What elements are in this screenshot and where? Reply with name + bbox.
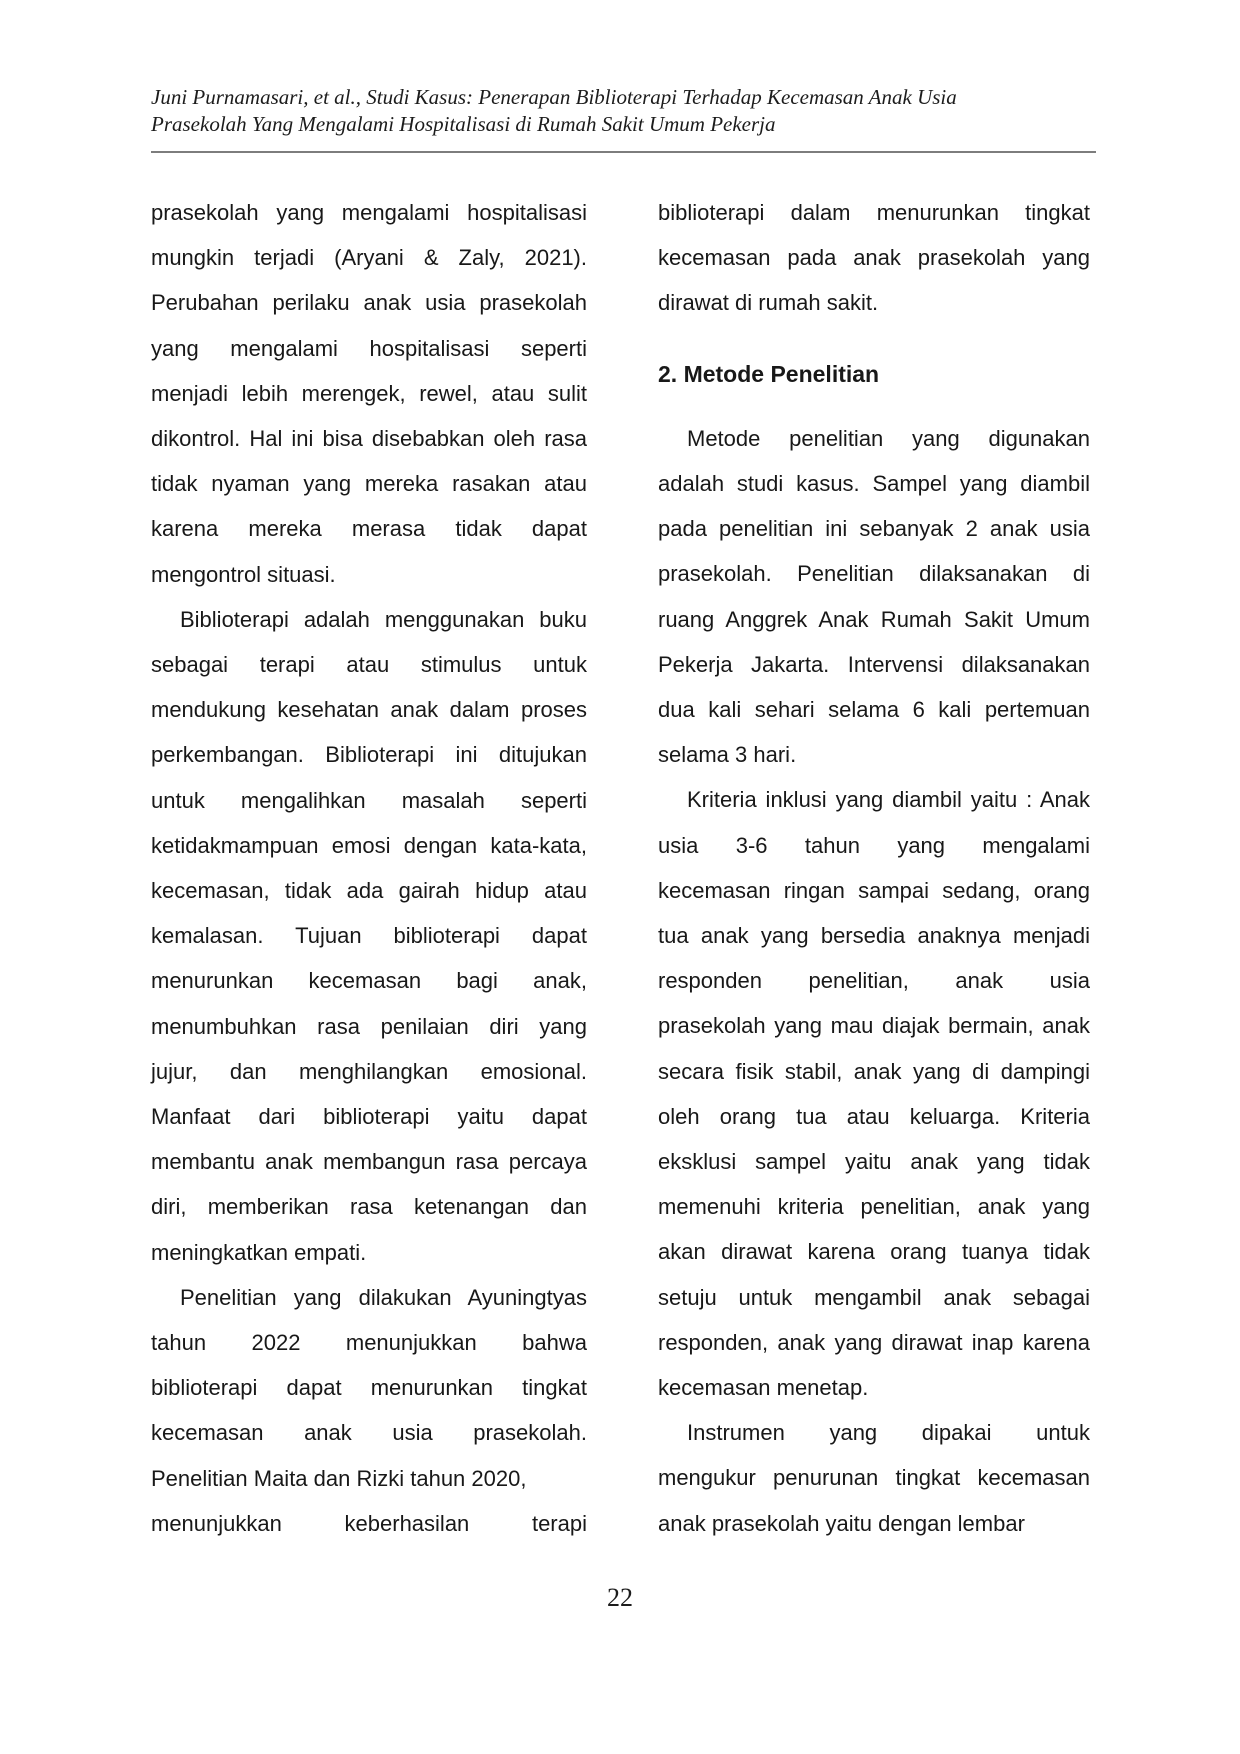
- body-text-line: membantu anak membangun rasa percaya: [151, 1149, 587, 1175]
- text-column-left: [151, 190, 587, 1546]
- body-text-line: ruang Anggrek Anak Rumah Sakit Umum: [658, 606, 1090, 632]
- body-text-line: prasekolah yang mengalami hospitalisasi: [151, 200, 587, 225]
- body-text-line: perkembangan. Biblioterapi ini ditujukan: [151, 742, 587, 768]
- body-text-line: usia 3-6 tahun yang mengalami: [658, 832, 1090, 858]
- body-text-line: tua anak yang bersedia anaknya menjadi: [658, 923, 1090, 949]
- page-number: 22: [607, 1583, 633, 1612]
- body-text-line: menunjukkan keberhasilan terapi: [151, 1510, 587, 1536]
- body-text-line: Perubahan perilaku anak usia prasekolah: [151, 290, 587, 316]
- body-text-line: pada penelitian ini sebanyak 2 anak usia: [658, 516, 1090, 542]
- body-text-line: selama 3 hari.: [658, 742, 797, 768]
- body-text-line: kecemasan, tidak ada gairah hidup atau: [151, 878, 587, 904]
- body-text-line: Metode penelitian yang digunakan: [687, 425, 1090, 451]
- body-text-line: Kriteria inklusi yang diambil yaitu : Anak: [687, 787, 1090, 813]
- body-text-line: dikontrol. Hal ini bisa disebabkan oleh rasa: [151, 426, 587, 452]
- text-column-right: [658, 190, 1090, 1546]
- section-heading: 2. Metode Penelitian: [658, 360, 880, 387]
- body-text-line: mengukur penurunan tingkat kecemasan: [658, 1465, 1090, 1491]
- body-text-line: karena mereka merasa tidak dapat: [151, 516, 587, 542]
- body-text-line: jujur, dan menghilangkan emosional.: [151, 1058, 587, 1084]
- body-text-line: dirawat di rumah sakit.: [658, 290, 879, 316]
- body-text-line: kecemasan menetap.: [658, 1375, 869, 1401]
- body-text-line: akan dirawat karena orang tuanya tidak: [658, 1239, 1090, 1265]
- body-text-line: menumbuhkan rasa penilaian diri yang: [151, 1013, 587, 1039]
- body-text-line: Manfaat dari biblioterapi yaitu dapat: [151, 1104, 587, 1130]
- body-text-line: eksklusi sampel yaitu anak yang tidak: [658, 1149, 1090, 1175]
- body-text-line: responden penelitian, anak usia: [658, 968, 1090, 994]
- body-text-line: Pekerja Jakarta. Intervensi dilaksanakan: [658, 651, 1090, 677]
- body-text-line: biblioterapi dapat menurunkan tingkat: [151, 1375, 587, 1401]
- body-text-line: tidak nyaman yang mereka rasakan atau: [151, 471, 587, 497]
- body-text-line: anak prasekolah yaitu dengan lembar: [658, 1510, 1025, 1536]
- body-text-line: yang mengalami hospitalisasi seperti: [151, 335, 587, 361]
- body-text-line: kemalasan. Tujuan biblioterapi dapat: [151, 923, 587, 949]
- body-text-line: untuk mengalihkan masalah seperti: [151, 787, 587, 813]
- body-text-line: menjadi lebih merengek, rewel, atau sulit: [151, 380, 587, 406]
- body-text-line: Penelitian Maita dan Rizki tahun 2020,: [151, 1465, 527, 1491]
- body-text-line: setuju untuk mengambil anak sebagai: [658, 1284, 1090, 1310]
- body-text-line: mungkin terjadi (Aryani & Zaly, 2021).: [151, 245, 587, 271]
- body-text-line: secara fisik stabil, anak yang di dampingi: [658, 1058, 1090, 1084]
- body-text-line: kecemasan pada anak prasekolah yang: [658, 245, 1090, 271]
- body-text-line: prasekolah. Penelitian dilaksanakan di: [658, 561, 1090, 587]
- body-text-line: Biblioterapi adalah menggunakan buku: [180, 606, 587, 632]
- body-text-line: kecemasan ringan sampai sedang, orang: [658, 877, 1090, 903]
- body-text-line: sebagai terapi atau stimulus untuk: [151, 652, 587, 678]
- running-head-line-1: Juni Purnamasari, et al., Studi Kasus: Penerapan Biblioterapi Terhadap Kecemasan Anak Usia: [151, 85, 957, 109]
- body-text-line: responden, anak yang dirawat inap karena: [658, 1329, 1090, 1355]
- running-head: [151, 84, 1096, 138]
- body-text-line: diri, memberikan rasa ketenangan dan: [151, 1194, 587, 1220]
- body-text-line: prasekolah yang mau diajak bermain, anak: [658, 1013, 1090, 1039]
- body-text-line: menurunkan kecemasan bagi anak,: [151, 968, 587, 994]
- body-text-line: meningkatkan empati.: [151, 1239, 367, 1265]
- body-text-line: ketidakmampuan emosi dengan kata-kata,: [151, 832, 587, 858]
- body-text-line: mengontrol situasi.: [151, 561, 336, 587]
- header-rule: [151, 151, 1096, 153]
- body-text-line: Penelitian yang dilakukan Ayuningtyas: [180, 1284, 587, 1310]
- body-text-line: adalah studi kasus. Sampel yang diambil: [658, 471, 1090, 497]
- body-text-line: kecemasan anak usia prasekolah.: [151, 1420, 587, 1446]
- running-head-line-2: Prasekolah Yang Mengalami Hospitalisasi di Rumah Sakit Umum Pekerja: [151, 112, 776, 136]
- body-text-line: Instrumen yang dipakai untuk: [687, 1420, 1090, 1446]
- body-text-line: mendukung kesehatan anak dalam proses: [151, 697, 587, 723]
- body-text-line: memenuhi kriteria penelitian, anak yang: [658, 1194, 1090, 1220]
- body-text-line: dua kali sehari selama 6 kali pertemuan: [658, 697, 1090, 723]
- body-text-line: oleh orang tua atau keluarga. Kriteria: [658, 1103, 1090, 1129]
- body-text-line: tahun 2022 menunjukkan bahwa: [151, 1330, 587, 1356]
- body-text-line: biblioterapi dalam menurunkan tingkat: [658, 200, 1090, 225]
